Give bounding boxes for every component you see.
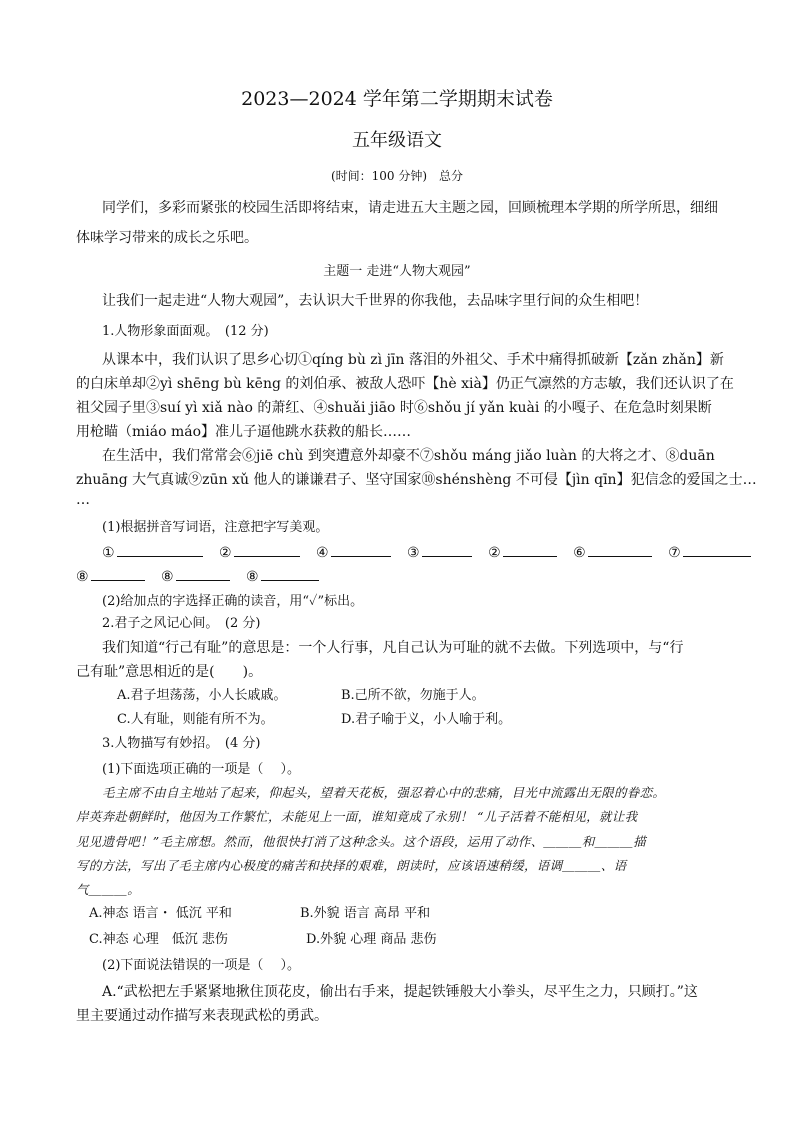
q1-sub1: (1)根据拼音写词语，注意把字写美观。 [102,520,329,535]
intro-line-1: 同学们，多彩而紧张的校园生活即将结束，请走进五大主题之园，回顾梳理本学期的所学所思，细细 [102,200,718,216]
blank-label: ⑧ [76,569,89,585]
blank-label: ③ [407,545,420,561]
q3-sub2-option-a-line-2: 里主要通过动作描写来表现武松的勇武。 [76,1008,328,1024]
q3-passage-line-2: 岸英奔赴朝鲜时，他因为工作繁忙，未能见上一面，谁知竟成了永别！ “儿子活着不能相见，就让我 [76,809,638,824]
q1-paragraph-2-line-2: zhuāng 大气真诚⑨zūn xǔ 他人的谦谦君子、坚守国家⑩shénshèng 不可侵【jìn qīn】犯信念的爱国之士… [76,472,757,488]
q3-option-d[interactable]: D.外貌 心理 商品 悲伤 [306,932,437,947]
theme1-lead: 让我们一起走进“人物大观园”，去认识大千世界的你我他，去品味字里行间的众生相吧！ [102,293,649,309]
q2-option-a[interactable]: A.君子坦荡荡，小人长戚戚。 [117,688,287,703]
blank-label: ⑧ [161,569,174,585]
q2-stem-line-1: 我们知道“行己有耻”的意思是：一个人行事，凡自己认为可耻的就不去做。下列选项中，与“行 [102,640,684,656]
time-info: (时间：100 分钟) 总分 [330,169,464,183]
q3-sub1: (1)下面选项正确的一项是（ ）。 [102,762,301,777]
q1-paragraph-1-line-3: 祖父园子里③suí yì xiǎ nào 的萧红、④shuǎi jiāo 时⑥shǒu jí yǎn kuài 的小嘎子、在危急时刻果断 [76,400,712,416]
answer-blank[interactable] [331,542,391,557]
blank-label: ⑥ [573,545,586,561]
answer-blank[interactable] [588,542,652,557]
q1-paragraph-1-line-1: 从课本中，我们认识了思乡心切①qíng bù zì jīn 落泪的外祖父、手术中痛得抓破新【zǎn zhǎn】新 [102,352,724,368]
q3-option-c[interactable]: C.神态 心理 低沉 悲伤 [89,932,228,947]
answer-blank[interactable] [91,566,145,581]
q1-blank-row-2 [76,566,331,587]
answer-blank[interactable] [503,542,557,557]
answer-blank[interactable] [683,542,751,557]
q3-option-b[interactable]: B.外貌 语言 高昂 平和 [300,906,431,921]
blank-label: ① [102,545,115,561]
answer-blank[interactable] [422,542,472,557]
q2-option-c[interactable]: C.人有耻，则能有所不为。 [117,712,274,727]
q1-title: 1.人物形象面面观。 (12 分) [102,324,269,339]
blank-label: ② [488,545,501,561]
blank-label: ⑦ [668,545,681,561]
q2-option-b[interactable]: B.己所不欲，勿施于人。 [341,688,485,703]
q1-sub2: (2)给加点的字选择正确的读音，用“✓”标出。 [102,594,364,609]
exam-subtitle: 五年级语文 [352,130,442,151]
q1-blank-row-1 [102,542,751,563]
answer-blank[interactable] [261,566,319,581]
answer-blank[interactable] [176,566,230,581]
q3-sub2: (2)下面说法错误的一项是（ ）。 [102,958,301,973]
theme1-heading: 主题一 走进“人物大观园” [323,264,471,279]
q3-passage-line-5: 气＿＿＿。 [76,882,141,897]
q1-paragraph-1-line-4: 用枪瞄（miáo máo】准儿子逼他跳水获救的船长…… [76,424,412,440]
q2-title: 2.君子之风记心间。 (2 分) [102,616,261,631]
q3-option-a[interactable]: A.神态 语言・ 低沉 平和 [89,906,232,921]
q3-passage-line-4: 写的方法，写出了毛主席内心极度的痛苦和抉择的艰难，朗读时，应该语速稍缓，语调＿＿＿、语 [76,858,627,873]
blank-label: ④ [316,545,329,561]
q1-paragraph-2-line-1: 在生活中，我们常常会⑥jiē chù 到突遭意外却豪不⑦shǒu máng jiǎo luàn 的大将之才、⑧duān [102,448,715,464]
blank-label: ② [219,545,232,561]
q3-sub2-option-a-line-1[interactable]: A.“武松把左手紧紧地揪住顶花皮，偷出右手来，提起铁锤般大小拳头，尽平生之力，只顾打。”这 [102,984,698,1000]
answer-blank[interactable] [117,542,203,557]
answer-blank[interactable] [234,542,300,557]
q3-passage-line-3: 见见遗骨吧！”毛主席想。然而，他很快打消了这种念头。这个语段，运用了动作、＿＿＿和＿＿＿描 [76,834,646,849]
q1-paragraph-2-line-3: … [76,492,90,508]
q2-stem-line-2: 己有耻”意思相近的是( )。 [76,664,263,680]
q1-paragraph-1-line-2: 的白床单却②yì shēng bù kēng 的刘伯承、被敌人恐吓【hè xià】仍正气凛然的方志敏，我们还认识了在 [76,376,734,392]
intro-line-2: 体味学习带来的成长之乐吧。 [76,230,258,246]
q3-title: 3.人物描写有妙招。 (4 分) [102,736,261,751]
q2-option-d[interactable]: D.君子喻于义，小人喻于利。 [341,712,512,727]
exam-title: 2023—2024 学年第二学期期末试卷 [241,88,553,110]
blank-label: ⑧ [246,569,259,585]
q3-passage-line-1: 毛主席不由自主地站了起来，仰起头，望着天花板，强忍着心中的悲痛，目光中流露出无限的眷恋。 [102,785,666,800]
